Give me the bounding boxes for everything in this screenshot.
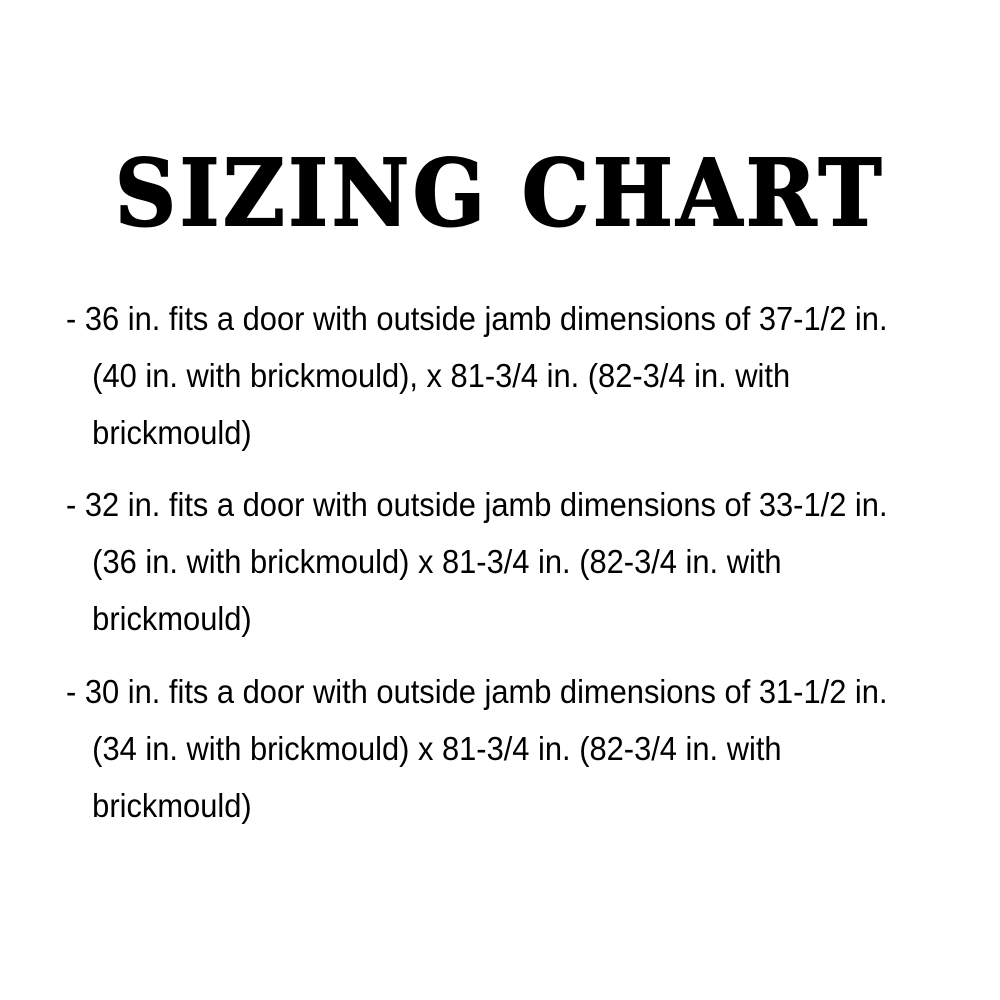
size-item-line: brickmould) bbox=[92, 787, 252, 824]
size-item-line: brickmould) bbox=[92, 600, 252, 637]
page-title: SIZING CHART bbox=[114, 139, 886, 247]
size-item-30 bbox=[66, 663, 926, 834]
size-item-line: brickmould) bbox=[92, 414, 252, 451]
size-item-line: - 32 in. fits a door with outside jamb dimensions of 33-1/2 in. bbox=[66, 486, 888, 523]
size-item-line: (34 in. with brickmould) x 81-3/4 in. (82-3/4 in. with bbox=[92, 730, 782, 767]
size-item-36 bbox=[66, 290, 926, 461]
size-item-32 bbox=[66, 476, 926, 647]
size-item-line: - 30 in. fits a door with outside jamb dimensions of 31-1/2 in. bbox=[66, 673, 888, 710]
size-item-line: (36 in. with brickmould) x 81-3/4 in. (82-3/4 in. with bbox=[92, 543, 782, 580]
size-item-line: (40 in. with brickmould), x 81-3/4 in. (82-3/4 in. with bbox=[92, 357, 791, 394]
size-item-line: - 36 in. fits a door with outside jamb dimensions of 37-1/2 in. bbox=[66, 300, 888, 337]
